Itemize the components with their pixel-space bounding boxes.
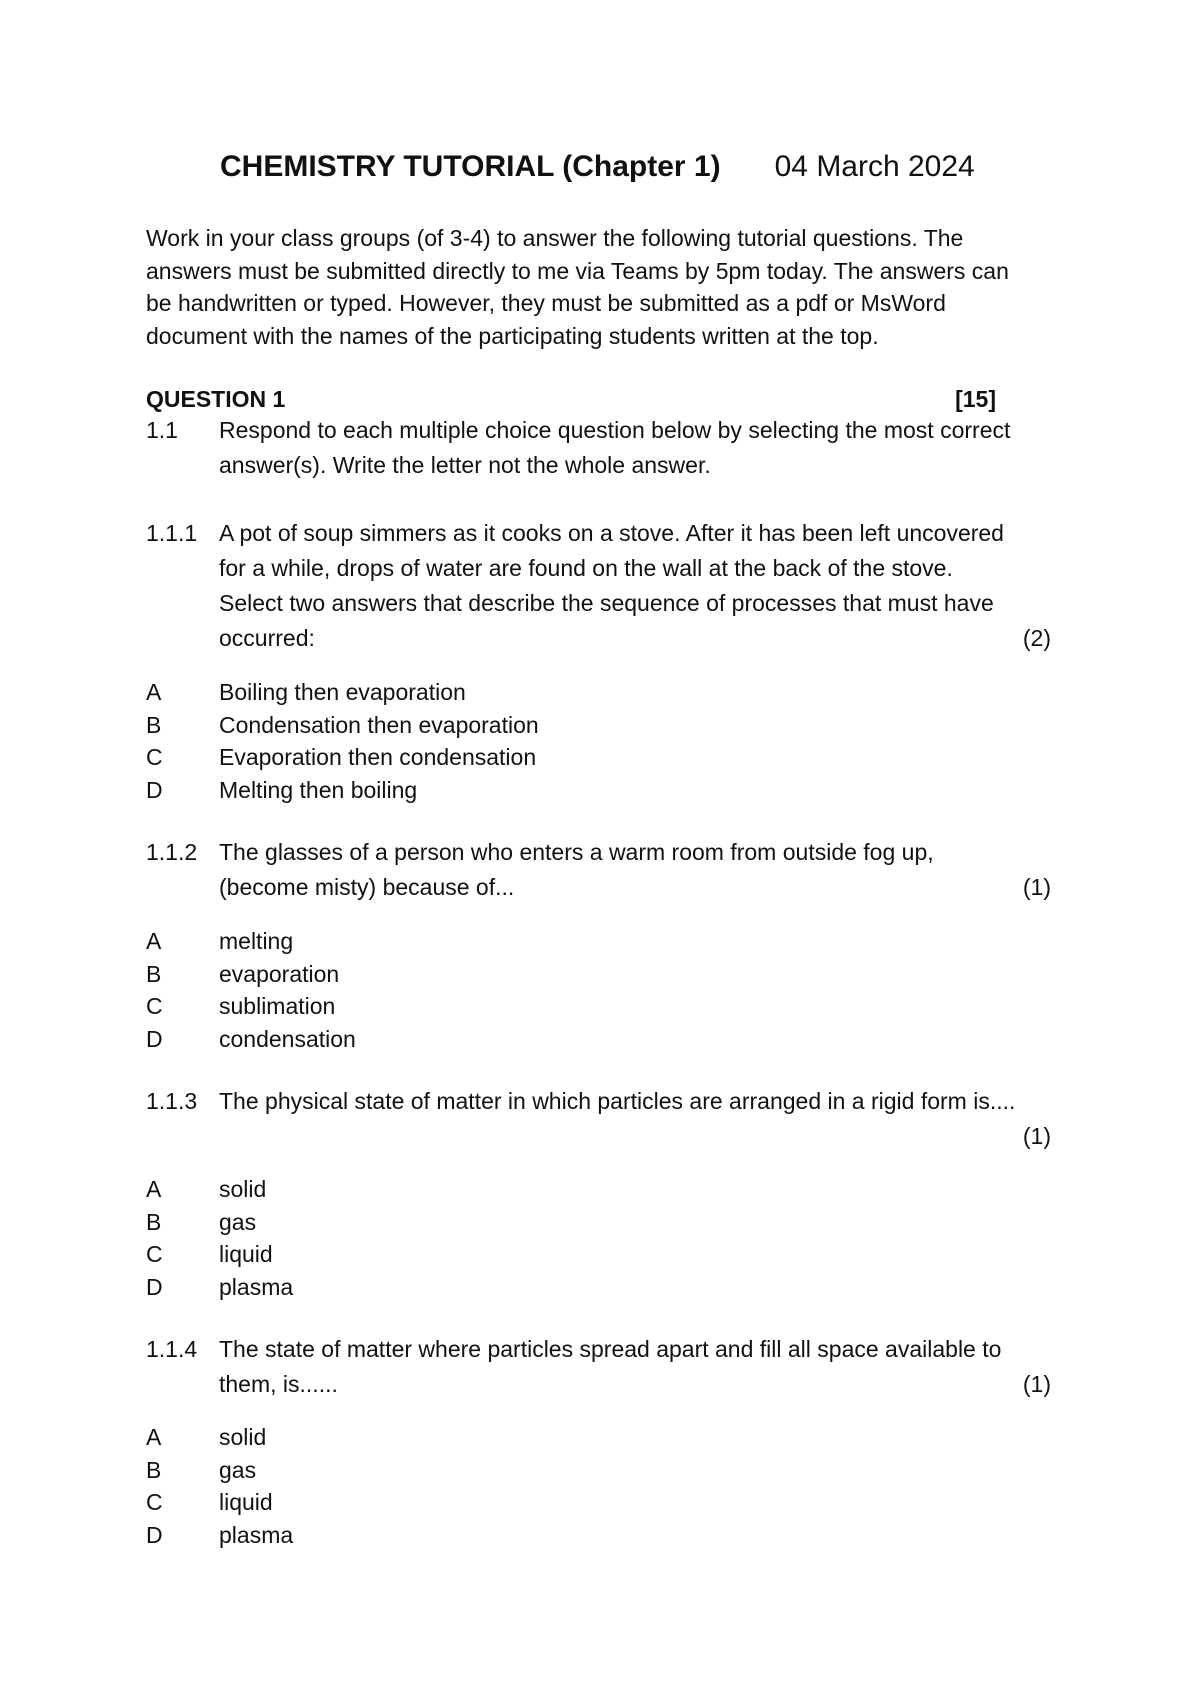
question-text-line: for a while, drops of water are found on the wall at the back of the stove. xyxy=(219,555,953,581)
option-letter: B xyxy=(146,1208,162,1235)
option-letter: A xyxy=(146,928,162,954)
option-text: evaporation xyxy=(219,960,340,987)
option-text: plasma xyxy=(219,1273,294,1300)
instructions-paragraph xyxy=(146,222,1066,352)
question-item xyxy=(146,835,1051,905)
question-heading xyxy=(146,386,996,413)
option-letter: C xyxy=(146,744,163,770)
option-text: Condensation then evaporation xyxy=(219,711,539,738)
option-letter: A xyxy=(146,1424,162,1450)
question-number: 1.1.2 xyxy=(146,839,198,865)
answer-option xyxy=(146,1454,846,1487)
option-letter: D xyxy=(146,1521,163,1548)
question-item xyxy=(146,1084,1051,1154)
option-text: condensation xyxy=(219,1025,356,1052)
sub-question-instruction xyxy=(146,413,1051,483)
option-text: Boiling then evaporation xyxy=(219,679,466,705)
page-title xyxy=(220,150,975,184)
answer-options xyxy=(146,676,846,806)
option-text: sublimation xyxy=(219,993,336,1019)
sub-question-text-line: answer(s). Write the letter not the whole answer. xyxy=(219,452,711,478)
instructions-line: answers must be submitted directly to me via Teams by 5pm today. The answers can xyxy=(146,257,1009,284)
question-marks: (1) xyxy=(1022,1371,1051,1397)
option-letter: A xyxy=(146,1176,162,1202)
option-letter: C xyxy=(146,993,163,1019)
question-marks: (2) xyxy=(1022,625,1051,651)
answer-option xyxy=(146,741,846,774)
option-letter: C xyxy=(146,1489,163,1515)
option-letter: B xyxy=(146,1456,162,1483)
option-text: Melting then boiling xyxy=(219,776,418,803)
answer-options xyxy=(146,925,846,1055)
instructions-line: Work in your class groups (of 3-4) to answer the following tutorial questions. The xyxy=(146,225,964,251)
question-item xyxy=(146,1332,1051,1402)
answer-option xyxy=(146,1486,846,1519)
option-text: Evaporation then condensation xyxy=(219,744,537,770)
answer-option xyxy=(146,676,846,709)
instructions-line: be handwritten or typed. However, they must be submitted as a pdf or MsWord xyxy=(146,290,946,316)
option-text: solid xyxy=(219,1176,267,1202)
answer-option xyxy=(146,1023,846,1056)
answer-option xyxy=(146,1173,846,1206)
option-letter: C xyxy=(146,1241,163,1267)
question-item xyxy=(146,516,1051,656)
question-text-line: Select two answers that describe the sequence of processes that must have xyxy=(219,590,994,616)
option-letter: B xyxy=(146,960,162,987)
answer-option xyxy=(146,1519,846,1552)
instructions-line: document with the names of the participating students written at the top. xyxy=(146,322,879,349)
answer-option xyxy=(146,925,846,958)
question-number: 1.1.1 xyxy=(146,520,198,546)
option-letter: B xyxy=(146,711,162,738)
sub-question-number: 1.1 xyxy=(146,417,178,443)
option-text: gas xyxy=(219,1456,257,1483)
answer-option xyxy=(146,958,846,991)
answer-options xyxy=(146,1173,846,1303)
answer-option xyxy=(146,1206,846,1239)
question-text-line: The glasses of a person who enters a warm room from outside fog up, xyxy=(219,839,934,865)
question-text-line: them, is...... xyxy=(219,1371,338,1397)
tutorial-title: CHEMISTRY TUTORIAL (Chapter 1) xyxy=(220,150,721,183)
question-text-line: A pot of soup simmers as it cooks on a stove. After it has been left uncovered xyxy=(219,520,1004,546)
option-letter: D xyxy=(146,776,163,803)
question-number: 1.1.3 xyxy=(146,1088,198,1114)
option-letter: D xyxy=(146,1273,163,1300)
option-letter: A xyxy=(146,679,162,705)
answer-option xyxy=(146,774,846,807)
answer-option xyxy=(146,990,846,1023)
option-text: plasma xyxy=(219,1521,294,1548)
option-text: melting xyxy=(219,928,294,954)
answer-option xyxy=(146,1271,846,1304)
question-marks: (1) xyxy=(1022,874,1051,900)
sub-question-text-line: Respond to each multiple choice question below by selecting the most correct xyxy=(219,417,1011,443)
answer-option xyxy=(146,1421,846,1454)
question-text-line: The state of matter where particles spread apart and fill all space available to xyxy=(219,1336,1002,1362)
question-title: QUESTION 1 xyxy=(146,386,286,412)
question-text-line: The physical state of matter in which particles are arranged in a rigid form is.... xyxy=(219,1088,1016,1114)
option-text: liquid xyxy=(219,1241,273,1267)
option-text: solid xyxy=(219,1424,267,1450)
answer-options xyxy=(146,1421,846,1551)
option-text: gas xyxy=(219,1208,257,1235)
tutorial-date: 04 March 2024 xyxy=(774,150,975,183)
option-text: liquid xyxy=(219,1489,273,1515)
question-total-marks: [15] xyxy=(955,386,996,412)
option-letter: D xyxy=(146,1025,163,1052)
answer-option xyxy=(146,1238,846,1271)
question-text-line: (become misty) because of... xyxy=(219,874,515,900)
answer-option xyxy=(146,709,846,742)
question-number: 1.1.4 xyxy=(146,1336,198,1362)
question-text-line: occurred: xyxy=(219,625,315,651)
question-marks: (1) xyxy=(1022,1123,1051,1149)
